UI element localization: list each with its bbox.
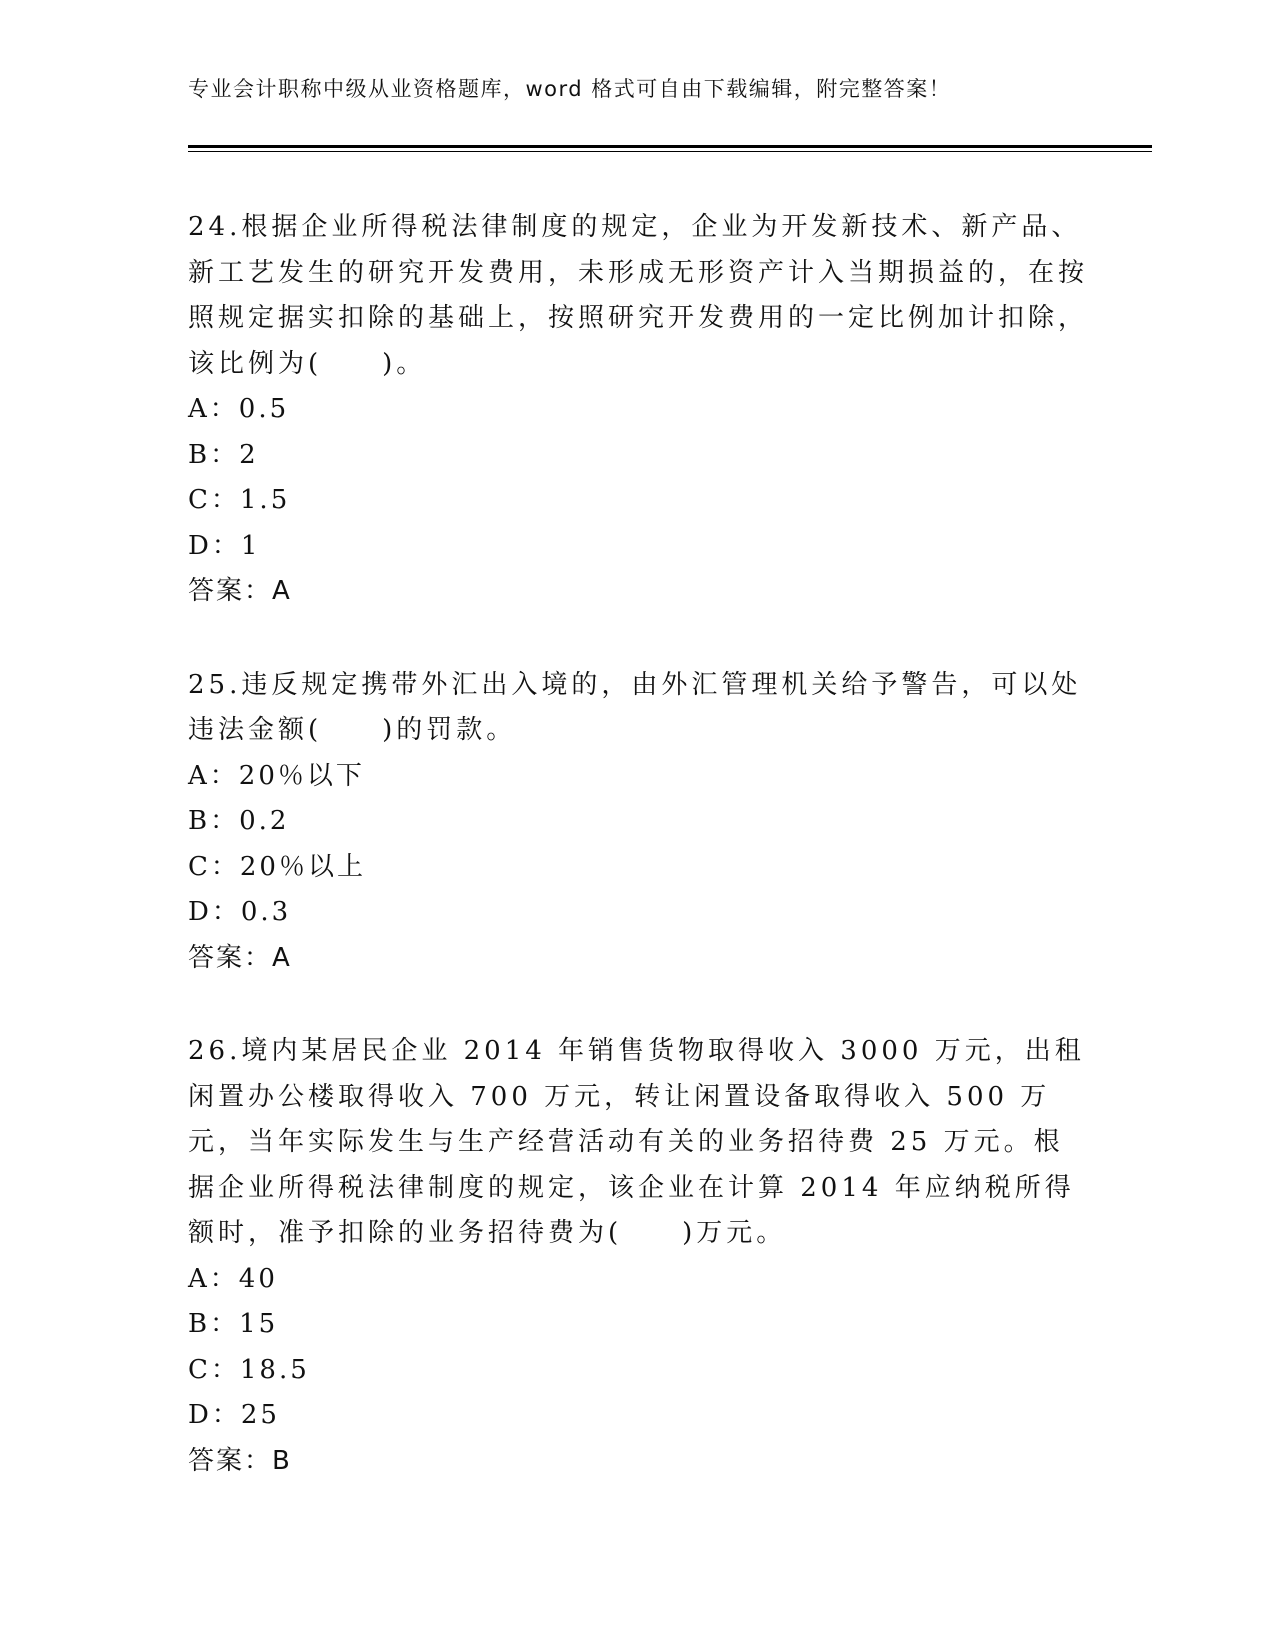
- page-header: 专业会计职称中级从业资格题库，word 格式可自由下载编辑，附完整答案！: [188, 77, 952, 101]
- option-b: B：0.2: [188, 806, 290, 836]
- option-a: A：0.5: [188, 394, 290, 424]
- header-divider-thick: [188, 145, 1152, 148]
- option-a: A：20％以下: [188, 760, 365, 791]
- option-d: D：0.3: [188, 897, 292, 927]
- question-stem: 24.根据企业所得税法律制度的规定，企业为开发新技术、新产品、新工艺发生的研究开发费用，未形成无形资产计入当期损益的，在按照规定据实扣除的基础上，按照研究开发费用的一定比例加计扣除，该比例为( )。: [188, 212, 1089, 379]
- option-c: C：20％以上: [188, 851, 366, 882]
- option-a: A：40: [188, 1263, 278, 1294]
- answer-line: 答案：A: [188, 942, 292, 973]
- header-divider-thin: [188, 151, 1152, 152]
- option-c: C：18.5: [188, 1354, 310, 1385]
- option-d: D：25: [188, 1400, 280, 1430]
- question-26: [188, 1029, 1088, 1484]
- option-b: B：15: [188, 1309, 279, 1339]
- option-c: C：1.5: [188, 485, 291, 515]
- answer-line: 答案：B: [188, 1445, 292, 1476]
- question-24: [188, 205, 1088, 615]
- question-25: [188, 663, 1088, 982]
- question-stem: 26.境内某居民企业 2014 年销售货物取得收入 3000 万元，出租闲置办公楼取得收入 700 万元，转让闲置设备取得收入 500 万元，当年实际发生与生产经营活动有关的业务招待费 25 万元。根据企业所得税法律制度的规定，该企业在计算 2014 年应纳税所得额时，准予扣除的业务招待费为( )万元。: [188, 1036, 1085, 1248]
- option-b: B：2: [188, 439, 259, 470]
- question-stem: 25.违反规定携带外汇出入境的，由外汇管理机关给予警告，可以处违法金额( )的罚款。: [188, 669, 1082, 745]
- answer-line: 答案：A: [188, 576, 292, 606]
- option-d: D：1: [188, 530, 261, 561]
- question-list: [188, 205, 1088, 1532]
